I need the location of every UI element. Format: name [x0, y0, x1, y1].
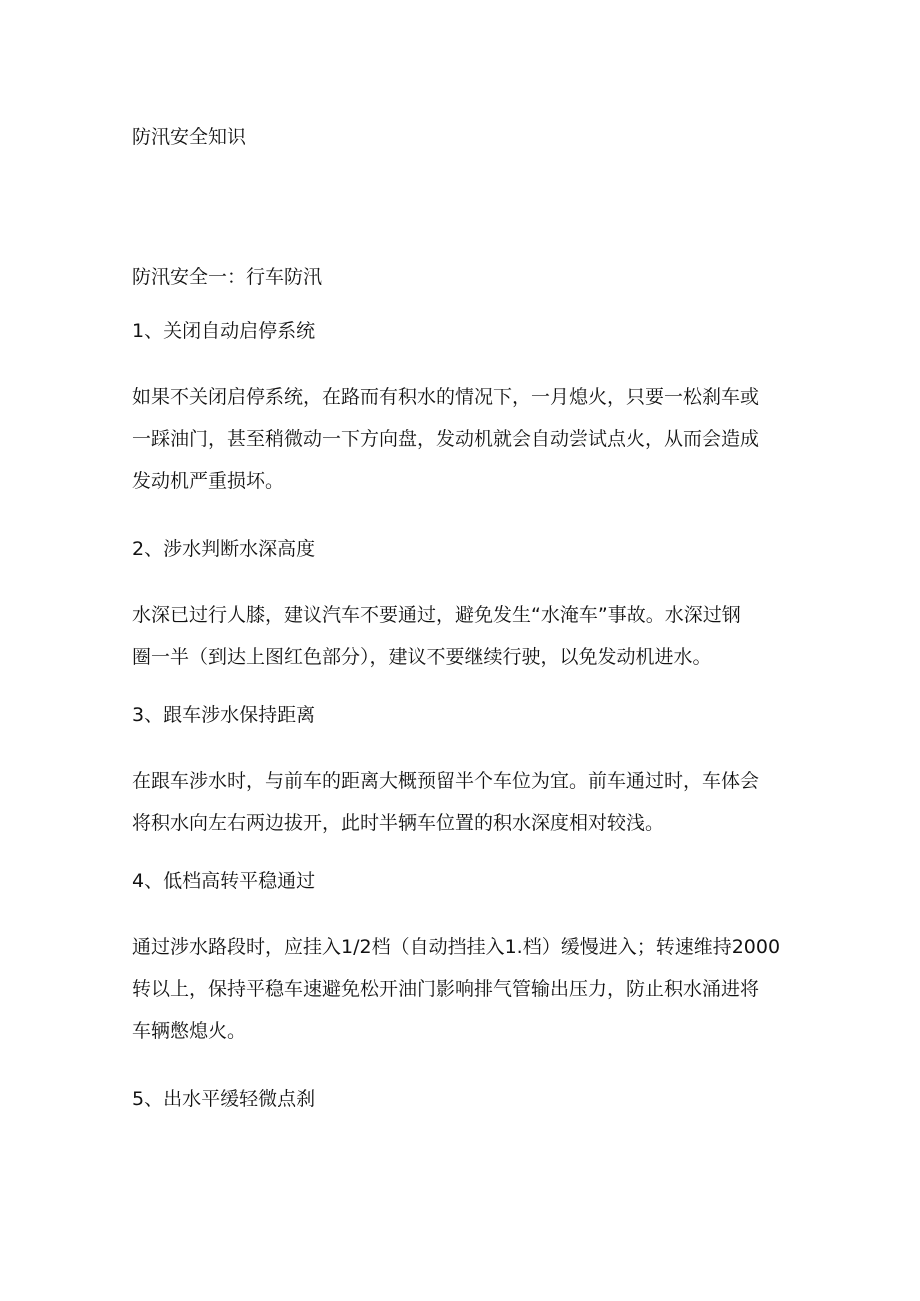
item-3-paragraph	[132, 760, 792, 844]
item-2-paragraph	[132, 594, 792, 678]
item-1-heading: 1、关闭自动启停系统	[132, 320, 316, 342]
document-title: 防汛安全知识	[132, 126, 247, 148]
paragraph-line: 转以上，保持平稳车速避免松开油门影响排气管输出压力，防止积水涌进将	[132, 978, 760, 1000]
paragraph-line: 在跟车涉水时，与前车的距离大概预留半个车位为宜。前车通过时，车体会	[132, 770, 760, 792]
item-2-heading: 2、涉水判断水深高度	[132, 538, 316, 560]
item-4-paragraph	[132, 926, 792, 1052]
paragraph-line: 通过涉水路段时，应挂入1/2档（自动挡挂入1.档）缓慢进入；转速维持2000	[132, 936, 781, 958]
paragraph-line: 一踩油门，甚至稍微动一下方向盘，发动机就会自动尝试点火，从而会造成	[132, 428, 760, 450]
section-heading: 防汛安全一：行车防汛	[132, 266, 323, 288]
item-1-paragraph	[132, 376, 792, 502]
paragraph-line: 如果不关闭启停系统，在路而有积水的情况下，一月熄火，只要一松刹车或	[132, 386, 760, 408]
paragraph-line: 将积水向左右两边拔开，此时半辆车位置的积水深度相对较浅。	[132, 812, 665, 834]
item-5-heading: 5、出水平缓轻微点刹	[132, 1088, 316, 1110]
item-4-heading: 4、低档高转平稳通过	[132, 870, 316, 892]
paragraph-line: 水深已过行人膝，建议汽车不要通过，避免发生“水淹车”事故。水深过钢	[132, 604, 741, 626]
item-3-heading: 3、跟车涉水保持距离	[132, 704, 316, 726]
paragraph-line: 车辆憋熄火。	[132, 1020, 247, 1042]
paragraph-line: 圈一半（到达上图红色部分），建议不要继续行驶，以免发动机进水。	[132, 646, 712, 668]
paragraph-line: 发动机严重损坏。	[132, 470, 285, 492]
